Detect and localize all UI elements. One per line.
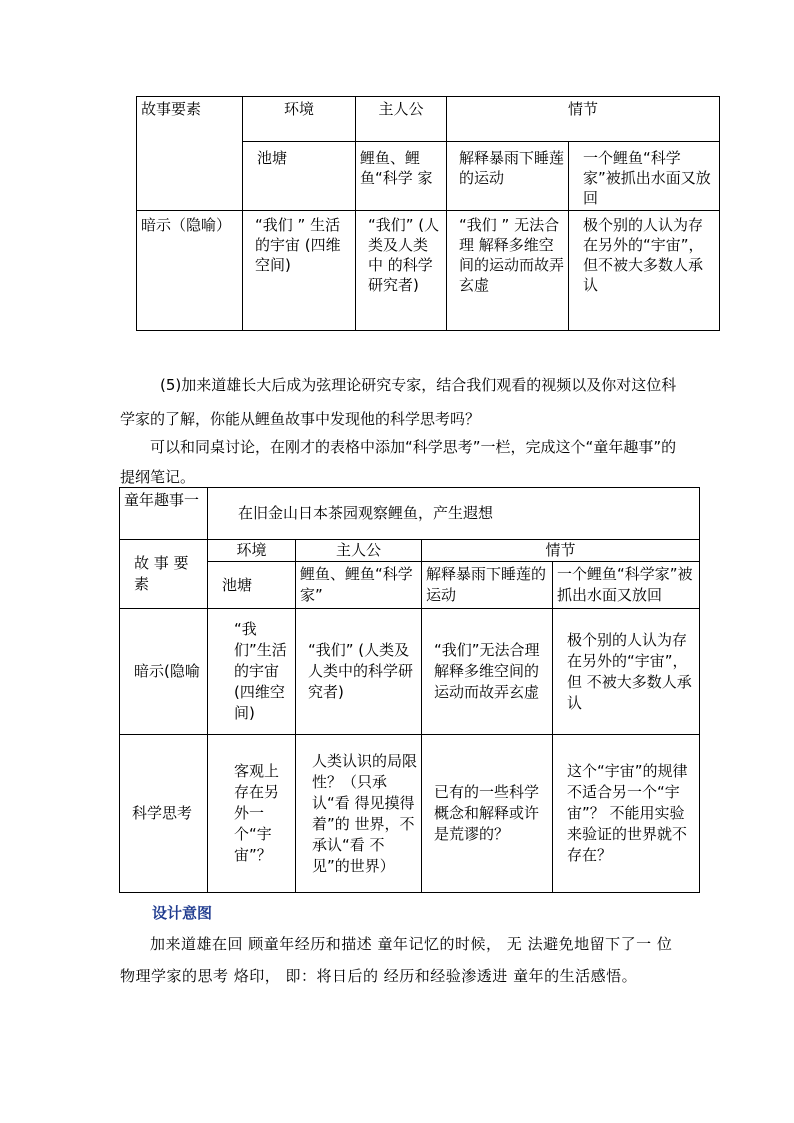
hint-label: 暗示（隐喻） xyxy=(137,211,243,331)
table2-col-plot: 情节 xyxy=(422,540,700,562)
story-table-1 xyxy=(136,96,720,331)
table2-science-environment: 客观上存在另外一个“宇宙”？ xyxy=(208,735,296,893)
literal-environment: 池塘 xyxy=(243,142,356,211)
hint-environment: “我们 ” 生活的宇宙 (四维空间) xyxy=(243,211,356,331)
design-intent-title: 设计意图 xyxy=(152,904,213,922)
story-table-2 xyxy=(119,487,700,893)
literal-plot2: 一个鲤鱼“科学家”被抓出水面又放回 xyxy=(569,142,720,211)
table2-hint-environment: “我们”生活 的宇宙 (四维空间) xyxy=(208,609,296,735)
table2-story-elements-label: 故 事 要素 xyxy=(120,540,208,609)
literal-plot1: 解释暴雨下睡莲 的运动 xyxy=(447,142,569,211)
paragraph-instruction: 可以和同桌讨论，在刚才的表格中添加“科学思考”一栏，完成这个“童年趣事”的提纲笔记。 xyxy=(120,438,677,486)
col-plot: 情节 xyxy=(447,97,720,142)
table2-science-protagonist: 人类认识的局限 性？（只承认“看 得见摸得着”的 世界，不承认“看 不见”的世界） xyxy=(296,735,422,893)
literal-protagonist: 鲤鱼、鲤鱼“科学 家 xyxy=(356,142,447,211)
table2-literal-protagonist: 鲤鱼、鲤鱼“科学 家” xyxy=(296,562,422,609)
paragraph-question: (5)加来道雄长大后成为弦理论研究专家，结合我们观看的视频以及你对这位科学家的了解，你能从鲤鱼故事中发现他的科学思考吗？ xyxy=(120,376,677,428)
table2-science-plot1: 已有的一些科学概念和解释或许是荒谬的？ xyxy=(422,735,553,893)
table2-literal-plot2: 一个鲤鱼“科学家”被抓出水面又放回 xyxy=(553,562,700,609)
table2-title-label: 童年趣事一 xyxy=(120,488,208,540)
col-protagonist: 主人公 xyxy=(356,97,447,142)
col-environment: 环境 xyxy=(243,97,356,142)
hint-protagonist: “我们” (人类及人类中 的科学研究者) xyxy=(356,211,447,331)
table2-science-plot2: 这个“宇宙”的规律不适合另一个“宇宙”？ 不能用实验来验证的世界就不存在？ xyxy=(553,735,700,893)
design-intent-body: 加来道雄在回 顾童年经历和描述 童年记忆的时候， 无 法避免地留下了一 位物理学家的思考 烙印， 即：将日后的 经历和经验渗透进 童年的生活感悟。 xyxy=(120,935,673,985)
table2-hint-protagonist: “我们” (人类及人类中的科学研究者) xyxy=(296,609,422,735)
table2-col-environment: 环境 xyxy=(208,540,296,562)
table2-hint-plot1: “我们”无法合理解释多维空间的运动而故弄玄虚 xyxy=(422,609,553,735)
table2-title-value: 在旧金山日本茶园观察鲤鱼，产生遐想 xyxy=(208,488,700,540)
hint-plot2: 极个别的人认为存在另外的“宇宙”，但不被大多数人承认 xyxy=(569,211,720,331)
hint-plot1: “我们 ” 无法合理 解释多维空间的运动而故弄玄虚 xyxy=(447,211,569,331)
story-elements-label: 故事要素 xyxy=(137,97,243,211)
table2-hint-plot2: 极个别的人认为存在另外的“宇宙”，但 不被大多数人承认 xyxy=(553,609,700,735)
table2-col-protagonist: 主人公 xyxy=(296,540,422,562)
table2-literal-plot1: 解释暴雨下睡莲的运动 xyxy=(422,562,553,609)
table2-literal-environment: 池塘 xyxy=(208,562,296,609)
table2-science-label: 科学思考 xyxy=(120,735,208,893)
table2-hint-label: 暗示(隐喻 xyxy=(120,609,208,735)
